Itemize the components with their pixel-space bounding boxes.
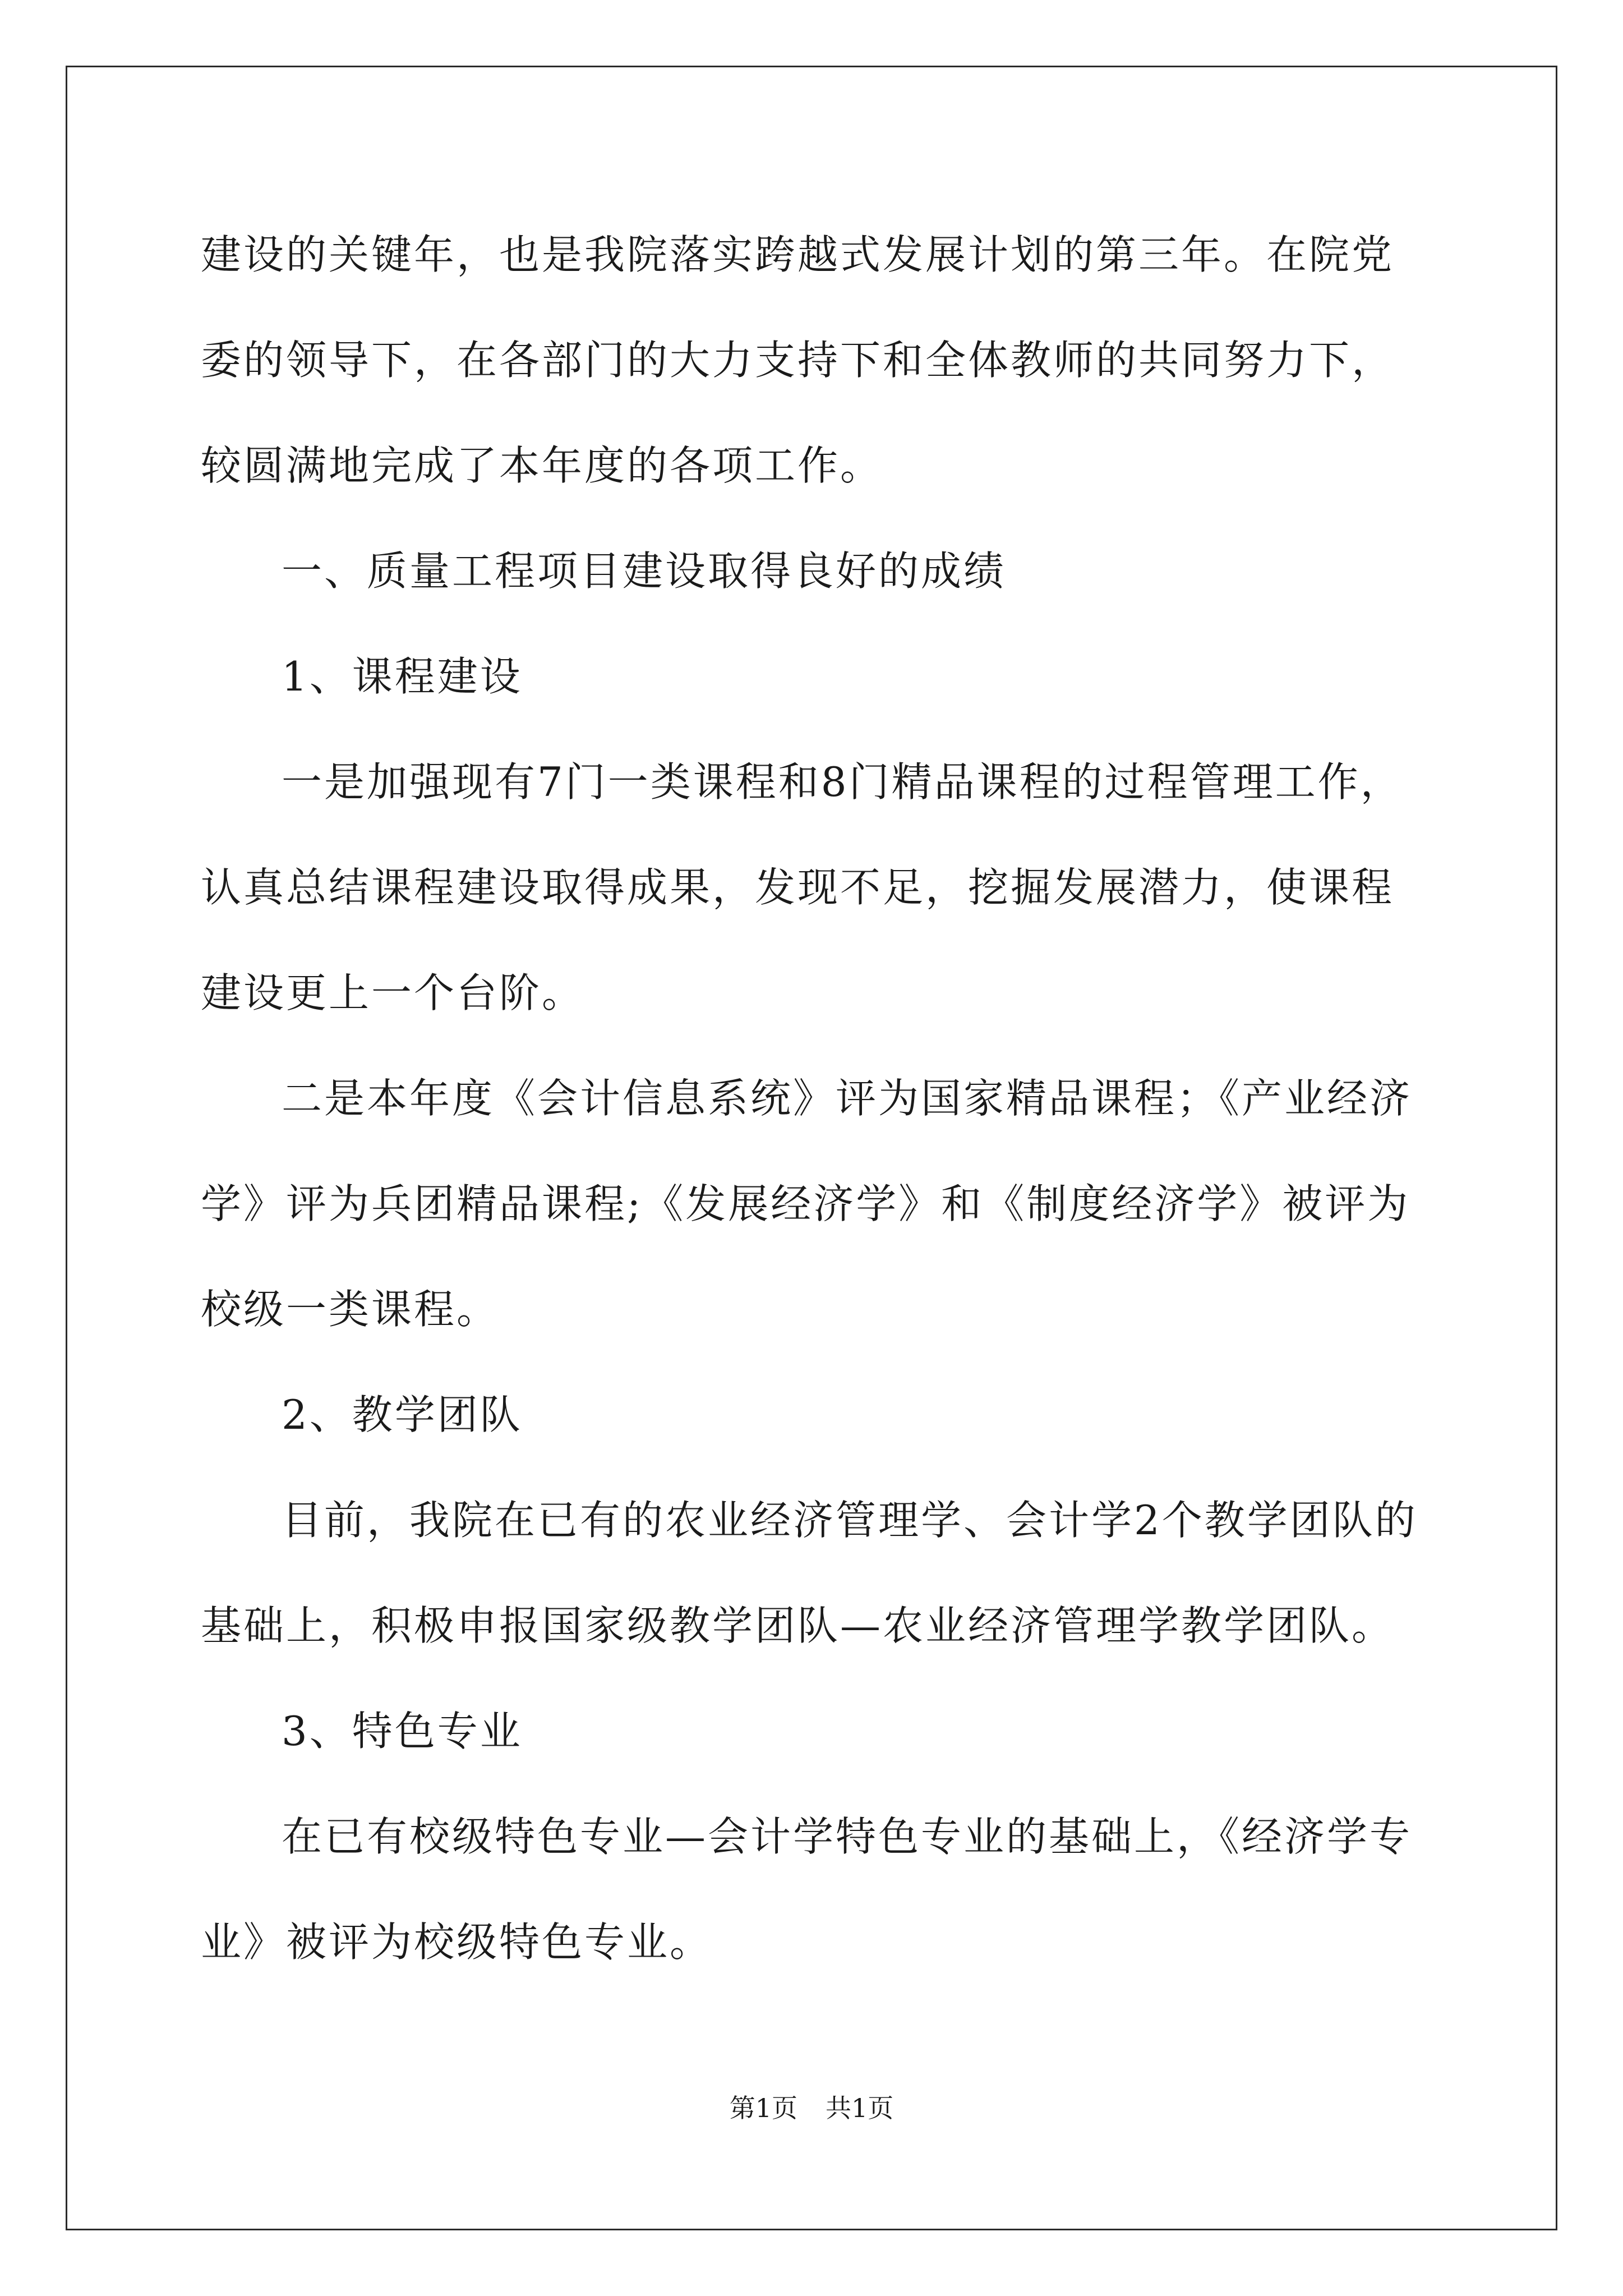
paragraph-course-awards: 二是本年度《会计信息系统》评为国家精品课程；《产业经济学》评为兵团精品课程;《发展经济学》和《制度经济学》被评为校级一类课程。: [201, 1075, 1413, 1333]
heading-section-1: 一、质量工程项目建设取得良好的成绩: [282, 547, 1007, 595]
subheading-featured-major: 3、特色专业: [282, 1708, 523, 1755]
paragraph-intro: 建设的关键年，也是我院落实跨越式发展计划的第三年。在院党委的领导下，在各部门的大力支持下和全体教师的共同努力下，较圆满地完成了本年度的各项工作。: [201, 231, 1395, 489]
page-number-current: 第1页: [729, 2093, 797, 2123]
paragraph-teaching-team: 目前，我院在已有的农业经济管理学、会计学2个教学团队的基础上，积极申报国家级教学团队—农业经济管理学教学团队。: [201, 1497, 1418, 1649]
subheading-course-construction: 1、课程建设: [282, 653, 523, 700]
paragraph-featured-major: 在已有校级特色专业—会计学特色专业的基础上，《经济学专业》被评为校级特色专业。: [201, 1813, 1413, 1966]
paragraph-course-management: 一是加强现有7门一类课程和8门精品课程的过程管理工作，认真总结课程建设取得成果，发现不足，挖掘发展潜力，使课程建设更上一个台阶。: [201, 758, 1403, 1016]
page-footer: [0, 2091, 1623, 2125]
subheading-teaching-team: 2、教学团队: [282, 1391, 523, 1438]
document-body: [201, 202, 1429, 1995]
page-number-total: 共1页: [826, 2093, 894, 2123]
